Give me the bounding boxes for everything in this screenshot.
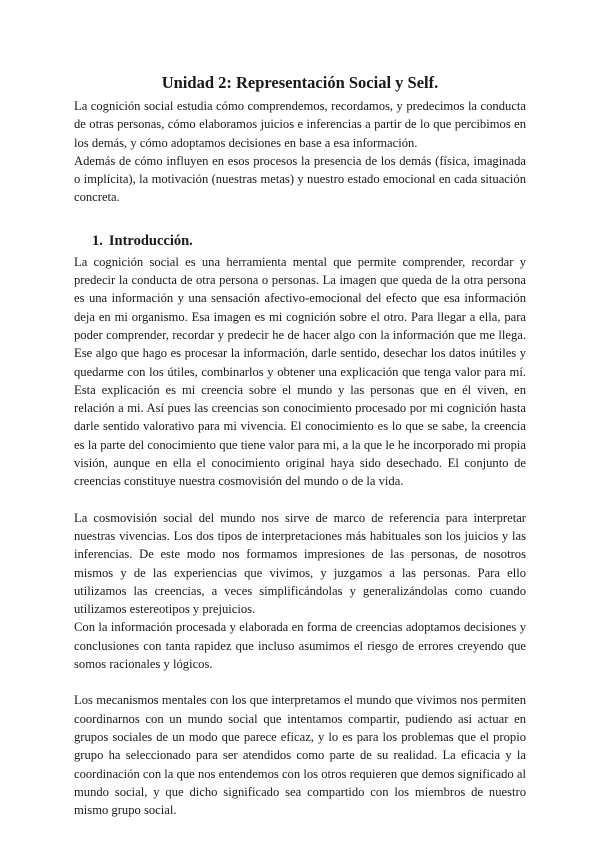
section-heading <box>92 231 526 251</box>
document-title: Unidad 2: Representación Social y Self. <box>161 73 439 92</box>
section-number: 1. <box>92 232 103 249</box>
intro-paragraph-2: Además de cómo influyen en esos procesos la presencia de los demás (física, imaginada o implícita), la motivación (nuestras metas) y nuestro estado emocional en cada situación concreta. <box>74 153 526 205</box>
section-title: Introducción. <box>108 232 193 249</box>
body-paragraph-4: Los mecanismos mentales con los que interpretamos el mundo que vivimos nos permiten coordinarnos con un mundo social que intentamos compartir, pudiendo asi actuar en grupos sociales de un modo que parece eficaz, y lo es para los problemas que el propio grupo ha seleccionado para ser atendidos como parte de su realidad. La eficacia y la coordinación con la que nos entendemos con los otros requieren que demos significado al mundo social, y que dicho significado sea compartido con los miembros de nuestro mismo grupo social. <box>74 693 526 818</box>
body-paragraph-3: Con la información procesada y elaborada en forma de creencias adoptamos decisiones y conclusiones con tanta rapidez que incluso asumimos el riesgo de errores creyendo que somos racionales y lógicos. <box>74 620 526 672</box>
body-paragraph-2: La cosmovisión social del mundo nos sirve de marco de referencia para interpretar nuestras vivencias. Los dos tipos de interpretaciones más habituales son los juicios y las inferencias. De este modo nos formamos impresiones de las personas, de nosotros mismos y de las experiencias que vivimos, y juzgamos a las personas. Para ello utilizamos las creencias, a veces simplificándolas y generalizándolas como cuando utilizamos estereotipos y prejuicios. <box>74 510 526 617</box>
document-page <box>74 72 526 819</box>
intro-paragraph-1: La cognición social estudia cómo comprendemos, recordamos, y predecimos la conducta de otras personas, cómo elaboramos juicios e inferencias a partir de lo que percibimos en los demás, y cómo adoptamos decisiones en base a esa información. <box>74 99 526 150</box>
body-paragraph-1: La cognición social es una herramienta mental que permite comprender, recordar y predecir la conducta de otra persona o personas. La imagen que queda de la otra persona es una información y una sensación afectivo-emocional del efecto que esa información deja en mi organismo. Esa imagen es mi cognición sobre el otro. Para llegar a ella, para poder comprender, recordar y predecir he de hacer algo con la información que me llega. Ese algo que hago es procesar la información, darle sentido, desechar los datos inútiles y quedarme con los útiles, combinarlos y obtener una explicación que tenga valor para mí. Esta explicación es mi creencia sobre el mundo y las personas que en él viven, en relación a mi. Así pues las creencias son conocimiento procesado por mi cognición hasta darle sentido valorativo para mi vivencia. El conocimiento es lo que se sabe, la creencia es la parte del conocimiento que tiene valor para mi, a la que le he incorporado mi propia visión, aunque en ella el conocimiento original haya sido desechado. El conjunto de creencias constituye nuestra cosmovisión del mundo o de la vida. <box>74 254 526 489</box>
